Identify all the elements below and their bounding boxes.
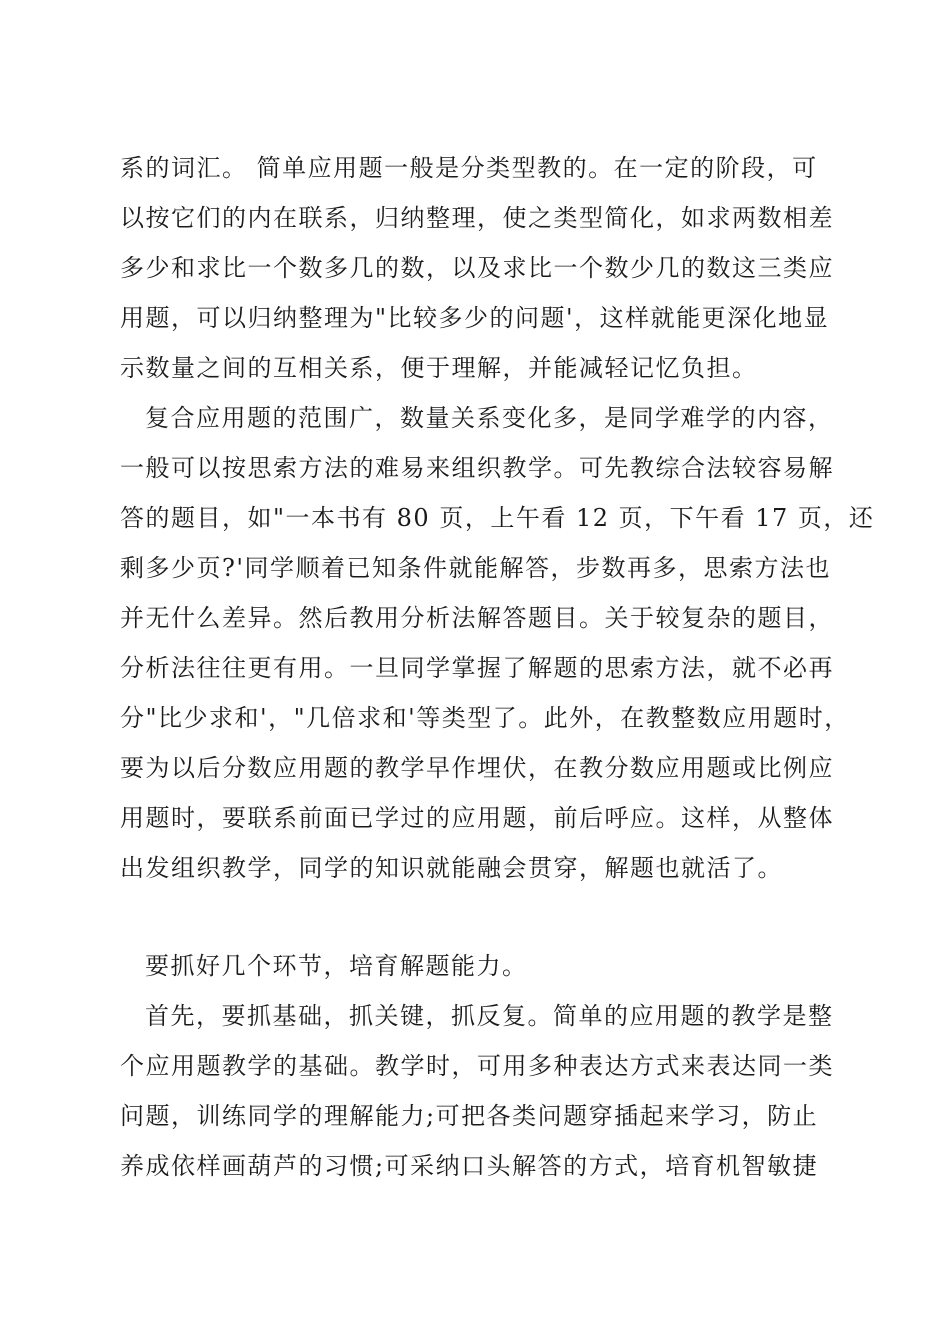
text-line: 用题，可以归纳整理为"比较多少的问题'，这样就能更深化地显: [120, 304, 830, 332]
text-line: 并无什么差异。然后教用分析法解答题目。关于较复杂的题目，: [120, 604, 834, 632]
text-line: 分"比少求和'，"几倍求和'等类型了。此外，在教整数应用题时，: [120, 704, 850, 732]
text-line: 示数量之间的互相关系，便于理解，并能减轻记忆负担。: [120, 354, 758, 382]
text-line: 要为以后分数应用题的教学早作埋伏，在教分数应用题或比例应: [120, 754, 834, 782]
text-line: 以按它们的内在联系，归纳整理，使之类型简化，如求两数相差: [120, 204, 834, 232]
text-line: 个应用题教学的基础。教学时，可用多种表达方式来表达同一类: [120, 1052, 834, 1080]
text-line: 多少和求比一个数多几的数，以及求比一个数少几的数这三类应: [120, 254, 834, 282]
text-line: 一般可以按思索方法的难易来组织教学。可先教综合法较容易解: [120, 454, 834, 482]
text-line: 剩多少页?'同学顺着已知条件就能解答，步数再多，思索方法也: [120, 554, 831, 582]
text-line: 复合应用题的范围广，数量关系变化多，是同学难学的内容，: [145, 404, 834, 432]
text-line: 系的词汇。 简单应用题一般是分类型教的。在一定的阶段，可: [120, 154, 818, 182]
text-line: 分析法往往更有用。一旦同学掌握了解题的思索方法，就不必再: [120, 654, 834, 682]
text-line: 养成依样画葫芦的习惯;可采纳口头解答的方式，培育机智敏捷: [120, 1152, 819, 1180]
text-line: 用题时，要联系前面已学过的应用题，前后呼应。这样，从整体: [120, 804, 834, 832]
section-heading: 要抓好几个环节，培育解题能力。: [145, 952, 528, 980]
text-line: 出发组织教学，同学的知识就能融会贯穿，解题也就活了。: [120, 854, 783, 882]
text-line: 问题，训练同学的理解能力;可把各类问题穿插起来学习，防止: [120, 1102, 819, 1130]
text-line: 首先，要抓基础，抓关键，抓反复。简单的应用题的教学是整: [145, 1002, 834, 1030]
text-line: 答的题目，如"一本书有 80 页，上午看 12 页，下午看 17 页，还: [120, 504, 875, 532]
